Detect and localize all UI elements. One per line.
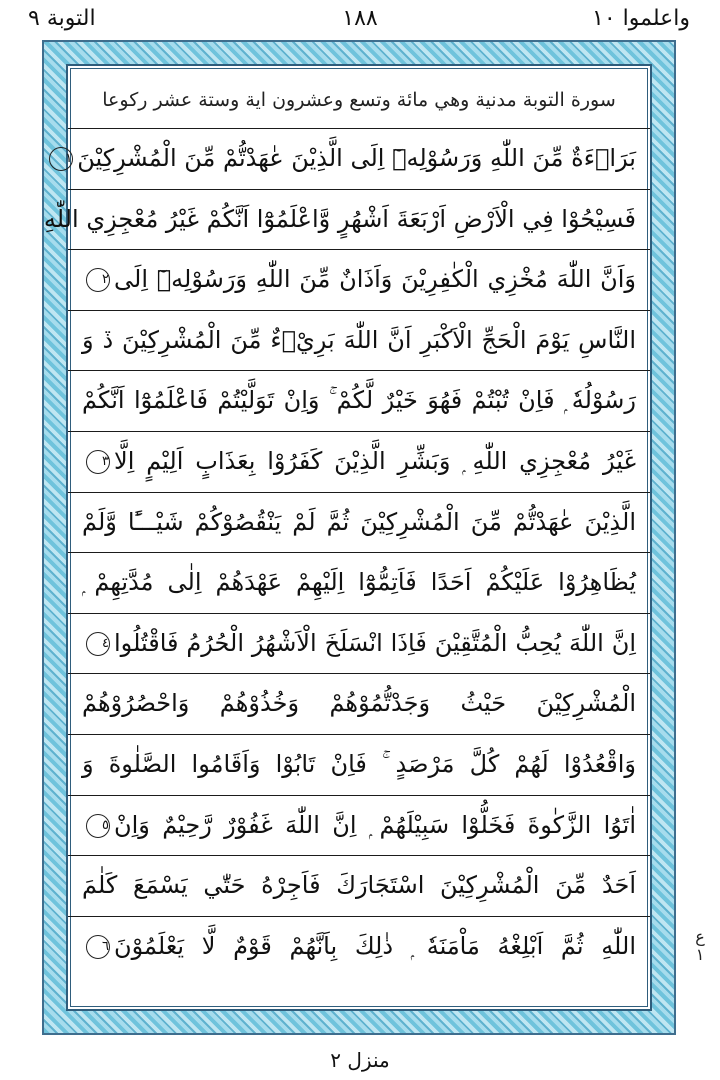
verse-text: يُظَاهِرُوْا عَلَيْكُمْ اَحَدًا فَاَتِمُّوْٓا اِلَيْهِمْ عَهْدَهُمْ اِلٰى مُدَّتِهِمْ ۭ (82, 568, 636, 597)
page-number: ١٨٨ (342, 6, 378, 31)
verse-line (68, 492, 650, 553)
verse-text: بَرَاۗءَةٌ مِّنَ اللّٰهِ وَرَسُوْلِهٖٓ اِلَى الَّذِيْنَ عٰهَدْتُّمْ مِّنَ الْمُشْرِكِيْنَ (77, 144, 636, 172)
ayah-number-marker: ٣ (86, 450, 110, 474)
verse-line (43, 189, 650, 250)
ruku-mark (688, 928, 712, 964)
verse-text: الْمُشْرِكِيْنَ حَيْثُ وَجَدْتُّمُوْهُمْ وَخُذُوْهُمْ وَاحْصُرُوْهُمْ (82, 689, 636, 718)
verse-line (68, 431, 650, 492)
surah-name-header: التوبة ٩ (28, 6, 96, 31)
verse-line (68, 552, 650, 613)
verse-lines (43, 128, 650, 1009)
verse-text: وَاَنَّ اللّٰهَ مُخْزِي الْكٰفِرِيْنَ وَاَذَانٌ مِّنَ اللّٰهِ وَرَسُوْلِهٖٓ اِلَى (114, 265, 636, 294)
verse-line (68, 795, 650, 856)
ruku-letter: ع (695, 927, 705, 946)
verse-text: النَّاسِ يَوْمَ الْحَجِّ الْاَكْبَرِ اَنَّ اللّٰهَ بَرِيْۗءٌ مِّنَ الْمُشْرِكِيْنَ ڏ وَ (82, 325, 636, 354)
verse-line (68, 370, 650, 431)
verse-line (68, 855, 650, 916)
verse-text: اِنَّ اللّٰهَ يُحِبُّ الْمُتَّقِيْنَ فَاِذَا انْسَلَخَ الْاَشْهُرُ الْحُرُمُ فَاقْتُلُوا (114, 628, 636, 657)
verse-text: اَحَدٌ مِّنَ الْمُشْرِكِيْنَ اسْتَجَارَكَ فَاَجِرْهُ حَتّٰي يَسْمَعَ كَلٰمَ (82, 871, 636, 900)
surah-heading: سورة التوبة مدنية وهي مائة وتسع وعشرون اية وستة عشر ركوعا (102, 89, 616, 111)
verse-text: فَسِيْحُوْا فِي الْاَرْضِ اَرْبَعَةَ اَشْهُرٍ وَّاعْلَمُوْٓا اَنَّكُمْ غَيْرُ مُعْجِزِي اللّٰهِ (43, 204, 636, 233)
page-header (0, 0, 720, 40)
ruku-number: ١ (695, 945, 705, 964)
verse-text: غَيْرُ مُعْجِزِي اللّٰهِ ۭ وَبَشِّرِ الَّذِيْنَ كَفَرُوْا بِعَذَابٍ اَلِيْمٍ اِلَّا (114, 446, 636, 475)
verse-line (65, 128, 650, 189)
verse-line (68, 310, 650, 371)
ayah-number-marker: ١ (49, 147, 73, 171)
verse-line (68, 673, 650, 734)
verse-text: وَاقْعُدُوْا لَهُمْ كُلَّ مَرْصَدٍ ۚ فَاِنْ تَابُوْا وَاَقَامُوا الصَّلٰوةَ وَ (82, 749, 636, 778)
verse-text: الَّذِيْنَ عٰهَدْتُّمْ مِّنَ الْمُشْرِكِيْنَ ثُمَّ لَمْ يَنْقُصُوْكُمْ شَيْـــًٔا وَّلَمْ (82, 507, 636, 536)
ayah-number-marker: ٦ (86, 935, 110, 959)
juz-name-header: واعلموا ١٠ (592, 6, 690, 31)
verse-line (68, 613, 650, 674)
text-panel (43, 64, 652, 1011)
ayah-number-marker: ٥ (86, 814, 110, 838)
verse-text: اٰتَوُا الزَّكٰوةَ فَخَلُّوْا سَبِيْلَهُمْ ۭ اِنَّ اللّٰهَ غَفُوْرٌ رَّحِيْمٌ وَاِنْ (114, 810, 636, 839)
verse-line (68, 734, 650, 795)
verse-line (68, 249, 650, 310)
verse-line (68, 916, 650, 977)
manzil-footer: منزل ٢ (330, 1048, 390, 1072)
decorative-border (42, 40, 676, 1035)
ayah-number-marker: ٢ (86, 268, 110, 292)
verse-text: رَسُوْلُهٗ ۭ فَاِنْ تُبْتُمْ فَهُوَ خَيْرٌ لَّكُمْ ۚ وَاِنْ تَوَلَّيْتُمْ فَاعْلَمُوْٓا اَنَّكُمْ (82, 386, 636, 415)
ayah-number-marker: ٤ (86, 632, 110, 656)
verse-text: اللّٰهِ ثُمَّ اَبْلِغْهُ مَاْمَنَهٗ ۭ ذٰلِكَ بِاَنَّهُمْ قَوْمٌ لَّا يَعْلَمُوْنَ (114, 931, 636, 960)
